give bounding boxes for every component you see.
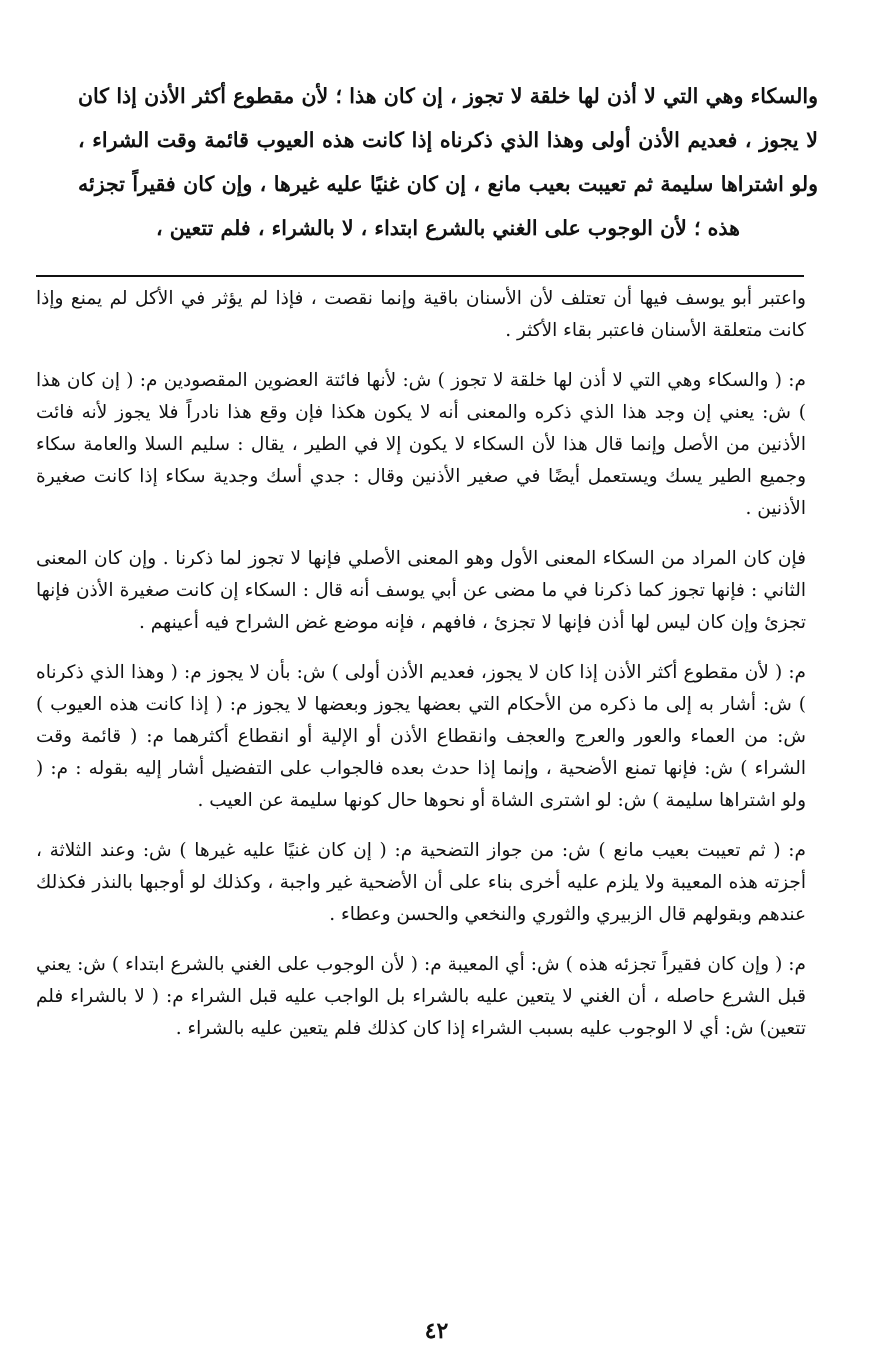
page-number: ٤٢ [424,1318,449,1344]
commentary-paragraph: م: ( ثم تعيبت بعيب مانع ) ش: من جواز التضحية م: ( إن كان غنيًا عليه غيرها ) ش: وعند الثلاثة ، أجزته هذه المعيبة ولا يلزم عليه أخرى بناء على أن الأضحية غير واجبة ، وكذلك لو أوجبها بالنذر فكذلك عندهم وبقولهم قال الزبيري والثوري والنخعي والحسن وعطاء . [36,840,806,925]
commentary-paragraph: م: ( لأن مقطوع أكثر الأذن إذا كان لا يجوز، فعديم الأذن أولى ) ش: بأن لا يجوز م: ( وهذا الذي ذكرناه ) ش: أشار به إلى ما ذكره من الأحكام التي بعضها يجوز وبعضها لا يجوز م: ( إذا كانت هذه العيوب ) ش: من العماء والعور والعرج والعجف وانقطاع الأذن أو الإلية أو انقطاع أكثرهما م: ( قائمة وقت الشراء ) ش: فإنها تمنع الأضحية ، وإنما إذا حدث بعده فالجواب على التفضيل أشار إليه بقوله : م: ( ولو اشتراها سليمة ) ش: لو اشترى الشاة أو نحوها حال كونها سليمة عن العيب . [36,662,806,811]
commentary-paragraph: فإن كان المراد من السكاء المعنى الأول وهو المعنى الأصلي فإنها لا تجوز لما ذكرنا . وإن كان المعنى الثاني : فإنها تجوز كما ذكرنا في ما مضى عن أبي يوسف أنه قال : السكاء إن كانت صغيرة الأذن فإنها تجزئ وإن كان ليس لها أذن فإنها لا تجزئ ، فافهم ، فإنه موضع غض الشراح فيه أعينهم . [36,548,806,633]
commentary-sharh [36,283,806,1063]
commentary-paragraph: م: ( والسكاء وهي التي لا أذن لها خلقة لا تجوز ) ش: لأنها فائتة العضوين المقصودين م: ( إن كان هذا ) ش: يعني إن وجد هذا الذي ذكره والمعنى أنه لا يكون هكذا فإن وقع هذا نادراً فلا يجوز لأنه فائت الأذنين من الأصل وإنما قال هذا لأن السكاء لا يكون إلا في الطير ، يقال : سليم السلا والعامة سكاء وجميع الطير يسك ويستعمل أيضًا في صغير الأذنين وقال : جدي أسك وجدية سكاء إذا كانت صغيرة الأذنين . [36,370,806,519]
separator-line [36,275,804,277]
main-text-matn: والسكاء وهي التي لا أذن لها خلقة لا تجوز ، إن كان هذا ؛ لأن مقطوع أكثر الأذن إذا كان لا يجوز ، فعديم الأذن أولى وهذا الذي ذكرناه إذا كانت هذه العيوب قائمة وقت الشراء ، ولو اشتراها سليمة ثم تعيبت بعيب مانع ، إن كان غنيًا عليه غيرها ، وإن كان فقيراً تجزئه هذه ؛ لأن الوجوب على الغني بالشرع ابتداء ، لا بالشراء ، فلم تتعين ، [78,84,818,240]
commentary-paragraph: م: ( وإن كان فقيراً تجزئه هذه ) ش: أي المعيبة م: ( لأن الوجوب على الغني بالشرع ابتداء ) ش: يعني قبل الشرع حاصله ، أن الغني لا يتعين عليه بالشراء بل الواجب عليه قبل الشراء م: ( لا بالشراء فلم تتعين) ش: أي لا الوجوب عليه بسبب الشراء إذا كان كذلك فلم يتعين عليه بالشراء . [36,954,806,1039]
commentary-paragraph: واعتبر أبو يوسف فيها أن تعتلف لأن الأسنان باقية وإنما نقصت ، فإذا لم يؤثر في الأكل لم يمنع وإذا كانت متعلقة الأسنان فاعتبر بقاء الأكثر . [36,288,806,341]
